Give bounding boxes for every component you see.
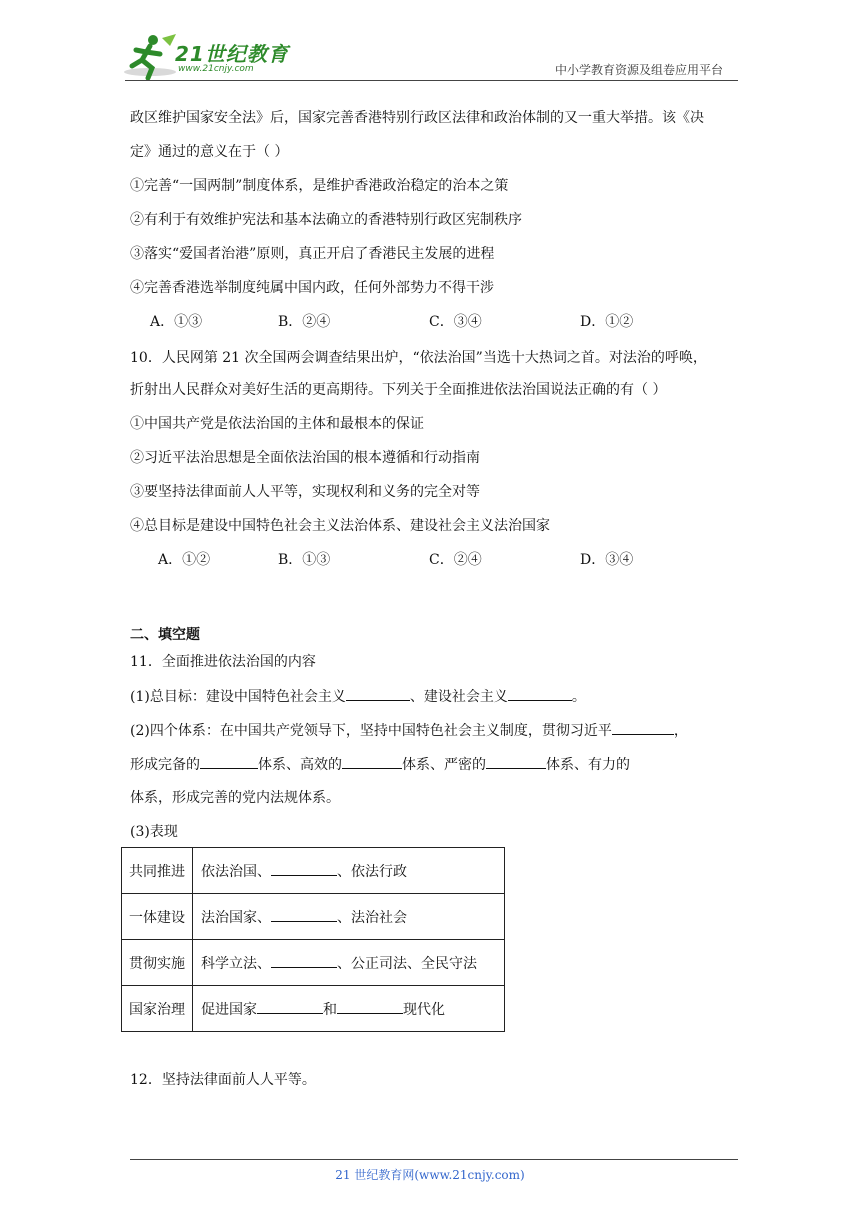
q9-option-a[interactable]: A．①③ (150, 314, 203, 330)
q12-title: 12．坚持法律面前人人平等。 (130, 1072, 316, 1088)
goal-blank-2[interactable] (508, 686, 572, 701)
systems-blank-3[interactable] (342, 754, 402, 769)
systems-blank-1[interactable] (612, 720, 674, 735)
q10-item-4: ④总目标是建设中国特色社会主义法治体系、建设社会主义法治国家 (130, 518, 550, 534)
q9-item-2: ②有利于有效维护宪法和基本法确立的香港特别行政区宪制秩序 (130, 212, 522, 228)
table-row (122, 940, 505, 986)
q9-item-4: ④完善香港选举制度纯属中国内政，任何外部势力不得干涉 (130, 280, 494, 296)
q11-title: 11．全面推进依法治国的内容 (130, 654, 316, 670)
q9-option-d[interactable]: D．①② (580, 314, 634, 330)
footer-text[interactable]: 21 世纪教育网(www.21cnjy.com) (335, 1168, 525, 1182)
row-header: 贯彻实施 (122, 940, 193, 986)
q9-option-b[interactable]: B．②④ (278, 314, 331, 330)
row-content: 科学立法、 、公正司法、全民守法 (193, 940, 505, 986)
table-row (122, 986, 505, 1032)
header-divider (125, 80, 738, 81)
q10-option-c[interactable]: C．②④ (429, 552, 482, 568)
table-blank[interactable] (271, 953, 337, 968)
logo-text: 21世纪教育 (175, 42, 289, 66)
q10-item-2: ②习近平法治思想是全面依法治国的根本遵循和行动指南 (130, 450, 480, 466)
q10-option-b[interactable]: B．①③ (278, 552, 331, 568)
table-blank[interactable] (257, 999, 323, 1014)
table-blank[interactable] (337, 999, 403, 1014)
q11-systems-2: 形成完备的 体系、高效的 体系、严密的 体系、有力的 (130, 754, 630, 774)
expression-table (121, 847, 505, 1032)
logo-url: www.21cnjy.com (178, 64, 254, 74)
row-content: 法治国家、 、法治社会 (193, 894, 505, 940)
systems-blank-4[interactable] (486, 754, 546, 769)
systems-blank-2[interactable] (200, 754, 258, 769)
q11-goal: (1)总目标：建设中国特色社会主义 、建设社会主义 。 (130, 686, 586, 706)
table-row (122, 894, 505, 940)
q10-item-3: ③要坚持法律面前人人平等，实现权利和义务的完全对等 (130, 484, 480, 500)
row-header: 共同推进 (122, 848, 193, 894)
q9-item-1: ①完善“一国两制”制度体系，是维护香港政治稳定的治本之策 (130, 178, 509, 194)
q10-option-d[interactable]: D．③④ (580, 552, 634, 568)
section-title: 二、填空题 (130, 627, 200, 643)
q9-line2: 定》通过的意义在于（ ） (130, 144, 289, 160)
expr-title: (3)表现 (130, 824, 178, 840)
q11-systems-3: 体系，形成完善的党内法规体系。 (130, 790, 340, 806)
q9-line1: 政区维护国家安全法》后，国家完善香港特别行政区法律和政治体制的又一重大举措。该《决 (130, 110, 704, 126)
row-content: 依法治国、 、依法行政 (193, 848, 505, 894)
q10-line2: 折射出人民群众对美好生活的更高期待。下列关于全面推进依法治国说法正确的有（ ） (130, 382, 667, 398)
row-header: 国家治理 (122, 986, 193, 1032)
q10-item-1: ①中国共产党是依法治国的主体和最根本的保证 (130, 416, 424, 432)
q10-option-a[interactable]: A．①② (158, 552, 211, 568)
table-blank[interactable] (271, 907, 337, 922)
table-row (122, 848, 505, 894)
table-blank[interactable] (271, 861, 337, 876)
platform-name: 中小学教育资源及组卷应用平台 (554, 63, 723, 77)
footer-divider (130, 1159, 738, 1160)
q9-option-c[interactable]: C．③④ (429, 314, 482, 330)
q9-item-3: ③落实“爱国者治港”原则，真正开启了香港民主发展的进程 (130, 246, 495, 262)
row-content: 促进国家 和 现代化 (193, 986, 505, 1032)
q11-systems: (2)四个体系：在中国共产党领导下，坚持中国特色社会主义制度，贯彻习近平 ， (130, 720, 688, 740)
page-header (0, 0, 860, 90)
goal-blank-1[interactable] (346, 686, 410, 701)
q10-line1: 10．人民网第 21 次全国两会调查结果出炉，“依法治国”当选十大热词之首。对法治的呼唤， (130, 350, 707, 366)
row-header: 一体建设 (122, 894, 193, 940)
